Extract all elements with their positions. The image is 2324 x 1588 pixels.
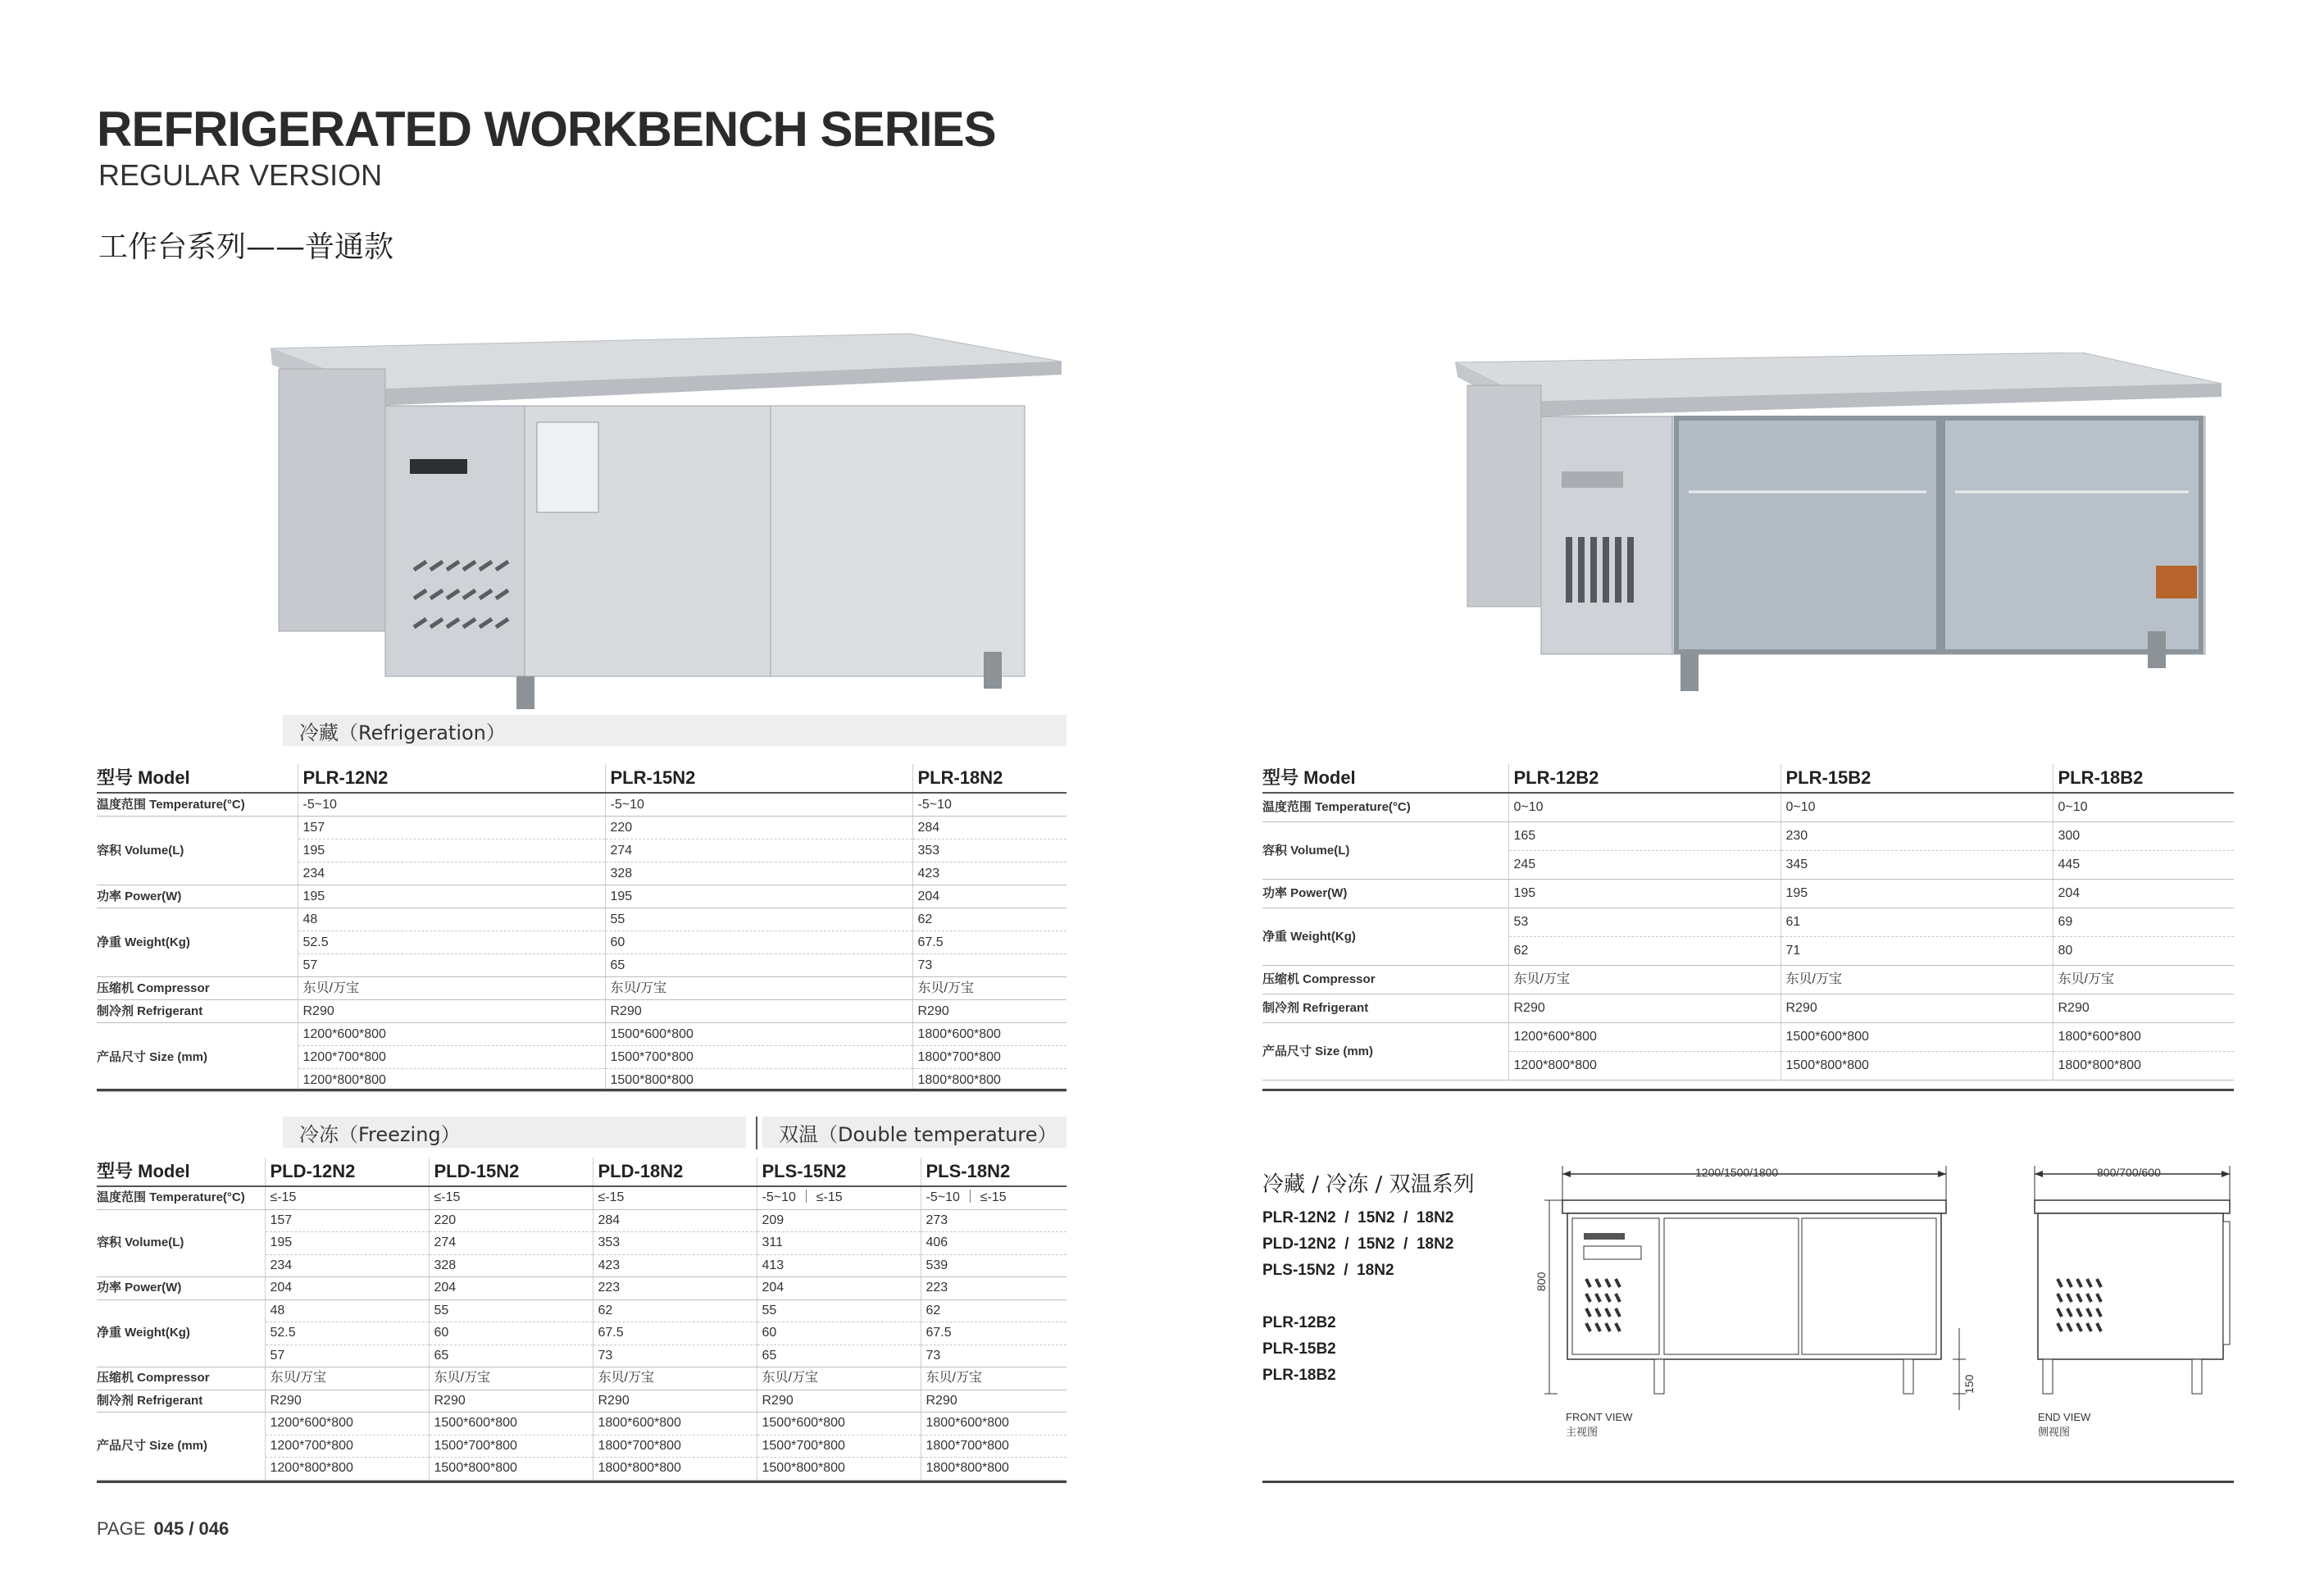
series-b-line-2: PLR-15B2 xyxy=(1262,1340,1336,1358)
model-header-pld-12n2: PLD-12N2 xyxy=(265,1158,429,1186)
spec-row-label: 压缩机 Compressor xyxy=(1262,966,1508,994)
spec-cell: -5~10 ｜ ≤-15 xyxy=(921,1186,1066,1209)
spec-cell: 1800*800*800 xyxy=(912,1069,1066,1092)
model-header-pls-18n2: PLS-18N2 xyxy=(921,1158,1066,1186)
spec-cell: 1500*700*800 xyxy=(757,1435,921,1458)
spec-cell: 204 xyxy=(2053,880,2234,908)
spec-cell: 1800*800*800 xyxy=(921,1458,1066,1481)
refrigeration-band xyxy=(283,715,1066,746)
spec-cell: 204 xyxy=(757,1277,921,1300)
spec-cell: 234 xyxy=(265,1254,429,1277)
spec-cell: 345 xyxy=(1781,851,2053,880)
drawing-section-rule xyxy=(1262,1481,2234,1483)
spec-cell: 1800*700*800 xyxy=(912,1046,1066,1069)
series-title: 冷藏 / 冷冻 / 双温系列 xyxy=(1262,1172,1475,1197)
spec-cell: 223 xyxy=(593,1277,757,1300)
spec-cell: 1800*600*800 xyxy=(912,1023,1066,1046)
spec-cell: 73 xyxy=(912,954,1066,977)
spec-cell: R290 xyxy=(757,1390,921,1413)
model-header-label: 型号 Model xyxy=(97,764,298,793)
spec-cell: 65 xyxy=(757,1345,921,1367)
spec-cell: 65 xyxy=(605,954,912,977)
spec-cell: 48 xyxy=(298,908,605,931)
glass-door-spec-table xyxy=(1262,764,2234,1081)
front-view-label-cn: 主视图 xyxy=(1566,1426,1599,1438)
spec-cell: 71 xyxy=(1781,937,2053,966)
spec-row xyxy=(1262,966,2234,994)
spec-cell: 1200*800*800 xyxy=(265,1458,429,1481)
spec-cell: 284 xyxy=(912,817,1066,840)
solid-door-workbench-photo xyxy=(262,324,1070,713)
spec-cell: 220 xyxy=(605,817,912,840)
spec-cell: R290 xyxy=(921,1390,1066,1413)
spec-cell: 0~10 xyxy=(1781,793,2053,822)
series-b-line-1: PLR-12B2 xyxy=(1262,1314,1336,1331)
page-title: REFRIGERATED WORKBENCH SERIES xyxy=(97,102,996,157)
spec-cell: 东贝/万宝 xyxy=(298,977,605,1000)
spec-cell: 东贝/万宝 xyxy=(2053,966,2234,994)
spec-cell: 234 xyxy=(298,862,605,885)
end-view-label-cn: 侧视图 xyxy=(2038,1426,2071,1438)
spec-cell: 223 xyxy=(921,1277,1066,1300)
spec-cell: 1800*600*800 xyxy=(593,1413,757,1436)
spec-cell: 1200*600*800 xyxy=(1508,1023,1781,1052)
model-header-plr-15b2: PLR-15B2 xyxy=(1781,764,2053,793)
spec-cell: 1500*600*800 xyxy=(429,1413,593,1436)
spec-cell: 80 xyxy=(2053,937,2234,966)
spec-row-label: 净重 Weight(Kg) xyxy=(1262,908,1508,966)
freezing-band-label: 冷冻（Freezing） xyxy=(299,1122,461,1146)
spec-cell: ≤-15 xyxy=(429,1186,593,1209)
spec-cell: 55 xyxy=(757,1299,921,1322)
spec-row-label: 温度范围 Temperature(°C) xyxy=(97,793,298,817)
spec-cell: 67.5 xyxy=(912,931,1066,954)
spec-cell: 55 xyxy=(605,908,912,931)
spec-cell: 1500*700*800 xyxy=(605,1046,912,1069)
spec-cell: -5~10 ｜ ≤-15 xyxy=(757,1186,921,1209)
spec-row-label: 产品尺寸 Size (mm) xyxy=(97,1023,298,1092)
spec-cell: -5~10 xyxy=(912,793,1066,817)
spec-cell: 1200*600*800 xyxy=(298,1023,605,1046)
end-view-label-en: END VIEW xyxy=(2038,1411,2091,1423)
spec-cell: 60 xyxy=(429,1322,593,1345)
spec-row xyxy=(97,1209,1066,1232)
refrigeration-table-rule xyxy=(97,1089,1066,1091)
spec-cell: 195 xyxy=(1508,880,1781,908)
spec-cell: 东贝/万宝 xyxy=(1781,966,2053,994)
spec-cell: 195 xyxy=(1781,880,2053,908)
spec-cell: 48 xyxy=(265,1299,429,1322)
spec-cell: 0~10 xyxy=(2053,793,2234,822)
spec-cell: 1200*700*800 xyxy=(298,1046,605,1069)
spec-cell: 55 xyxy=(429,1299,593,1322)
spec-cell: 1500*800*800 xyxy=(429,1458,593,1481)
model-header-plr-15n2: PLR-15N2 xyxy=(605,764,912,793)
spec-cell: 1200*700*800 xyxy=(265,1435,429,1458)
spec-row-label: 容积 Volume(L) xyxy=(97,1209,265,1277)
spec-cell: 195 xyxy=(298,885,605,908)
spec-cell: 539 xyxy=(921,1254,1066,1277)
spec-cell: 1500*600*800 xyxy=(605,1023,912,1046)
series-line-1: PLR-12N2 / 15N2 / 18N2 xyxy=(1262,1209,1454,1226)
spec-row xyxy=(1262,1023,2234,1052)
model-header-pls-15n2: PLS-15N2 xyxy=(757,1158,921,1186)
spec-cell: 1500*700*800 xyxy=(429,1435,593,1458)
model-header-pld-18n2: PLD-18N2 xyxy=(593,1158,757,1186)
spec-cell: 328 xyxy=(605,862,912,885)
spec-cell: -5~10 xyxy=(605,793,912,817)
spec-cell: 353 xyxy=(593,1232,757,1255)
spec-cell: 1200*800*800 xyxy=(1508,1052,1781,1081)
spec-row xyxy=(97,793,1066,817)
spec-row-label: 压缩机 Compressor xyxy=(97,1367,265,1390)
model-header-label: 型号 Model xyxy=(97,1158,265,1186)
spec-cell: R290 xyxy=(1781,994,2053,1023)
spec-cell: 73 xyxy=(921,1345,1066,1367)
model-header-plr-12n2: PLR-12N2 xyxy=(298,764,605,793)
spec-row xyxy=(97,1000,1066,1023)
spec-cell: 1500*800*800 xyxy=(1781,1052,2053,1081)
spec-cell: 413 xyxy=(757,1254,921,1277)
spec-cell: 353 xyxy=(912,840,1066,862)
spec-cell: R290 xyxy=(593,1390,757,1413)
spec-cell: R290 xyxy=(265,1390,429,1413)
spec-cell: 1500*600*800 xyxy=(757,1413,921,1436)
spec-cell: 195 xyxy=(298,840,605,862)
series-line-2: PLD-12N2 / 15N2 / 18N2 xyxy=(1262,1235,1454,1253)
spec-cell: 67.5 xyxy=(593,1322,757,1345)
spec-cell: R290 xyxy=(912,1000,1066,1023)
spec-cell: ≤-15 xyxy=(593,1186,757,1209)
spec-row xyxy=(97,1277,1066,1300)
page-footer xyxy=(97,1518,229,1540)
leg-height-dimension: 150 xyxy=(1962,1374,1976,1394)
spec-row-label: 功率 Power(W) xyxy=(97,885,298,908)
series-models-b xyxy=(1262,1310,1336,1389)
spec-cell: 1200*800*800 xyxy=(298,1069,605,1092)
spec-cell: 东贝/万宝 xyxy=(265,1367,429,1390)
spec-row-label: 制冷剂 Refrigerant xyxy=(1262,994,1508,1023)
spec-row-label: 产品尺寸 Size (mm) xyxy=(97,1413,265,1481)
spec-row-label: 容积 Volume(L) xyxy=(1262,822,1508,880)
band-divider xyxy=(756,1117,757,1149)
spec-row xyxy=(97,1186,1066,1209)
spec-cell: 东贝/万宝 xyxy=(757,1367,921,1390)
series-line-3: PLS-15N2 / 18N2 xyxy=(1262,1262,1394,1279)
front-width-dimension: 1200/1500/1800 xyxy=(1695,1166,1779,1179)
spec-cell: 423 xyxy=(593,1254,757,1277)
end-depth-dimension: 800/700/600 xyxy=(2097,1166,2161,1179)
spec-cell: 311 xyxy=(757,1232,921,1255)
spec-cell: 0~10 xyxy=(1508,793,1781,822)
spec-cell: R290 xyxy=(1508,994,1781,1023)
spec-row xyxy=(97,1413,1066,1436)
series-b-line-3: PLR-18B2 xyxy=(1262,1367,1336,1384)
spec-cell: 67.5 xyxy=(921,1322,1066,1345)
front-view-drawing xyxy=(1533,1156,1976,1426)
spec-row-label: 容积 Volume(L) xyxy=(97,817,298,885)
spec-cell: 东贝/万宝 xyxy=(1508,966,1781,994)
spec-cell: 69 xyxy=(2053,908,2234,937)
spec-cell: R290 xyxy=(298,1000,605,1023)
front-view-label xyxy=(1566,1410,1632,1440)
spec-row xyxy=(97,1023,1066,1046)
spec-cell: 300 xyxy=(2053,822,2234,851)
spec-cell: 445 xyxy=(2053,851,2234,880)
spec-row-label: 功率 Power(W) xyxy=(1262,880,1508,908)
spec-cell: 230 xyxy=(1781,822,2053,851)
model-header-plr-18b2: PLR-18B2 xyxy=(2053,764,2234,793)
spec-cell: 62 xyxy=(921,1299,1066,1322)
freezing-spec-table xyxy=(97,1158,1066,1481)
spec-row-label: 温度范围 Temperature(°C) xyxy=(1262,793,1508,822)
spec-cell: 1500*600*800 xyxy=(1781,1023,2053,1052)
page-label: PAGE xyxy=(97,1518,146,1539)
refrigeration-band-label: 冷藏（Refrigeration） xyxy=(299,721,506,744)
spec-row xyxy=(97,1367,1066,1390)
spec-cell: 61 xyxy=(1781,908,2053,937)
spec-row-label: 制冷剂 Refrigerant xyxy=(97,1390,265,1413)
spec-row xyxy=(97,885,1066,908)
spec-cell: 209 xyxy=(757,1209,921,1232)
spec-row xyxy=(97,817,1066,840)
spec-cell: 274 xyxy=(605,840,912,862)
spec-cell: 165 xyxy=(1508,822,1781,851)
spec-cell: R290 xyxy=(2053,994,2234,1023)
page-subtitle: REGULAR VERSION xyxy=(98,158,383,192)
spec-cell: 1500*800*800 xyxy=(757,1458,921,1481)
freezing-table-rule xyxy=(97,1481,1066,1483)
model-header-plr-12b2: PLR-12B2 xyxy=(1508,764,1781,793)
series-models-a xyxy=(1262,1205,1453,1284)
spec-row xyxy=(97,1390,1066,1413)
end-view-label xyxy=(2038,1410,2090,1440)
spec-cell: 1200*600*800 xyxy=(265,1413,429,1436)
spec-cell: 62 xyxy=(593,1299,757,1322)
spec-row xyxy=(1262,822,2234,851)
spec-cell: 1800*700*800 xyxy=(921,1435,1066,1458)
spec-row-label: 功率 Power(W) xyxy=(97,1277,265,1300)
spec-row-label: 净重 Weight(Kg) xyxy=(97,908,298,977)
spec-cell: 328 xyxy=(429,1254,593,1277)
spec-cell: 东贝/万宝 xyxy=(605,977,912,1000)
spec-row-label: 制冷剂 Refrigerant xyxy=(97,1000,298,1023)
spec-cell: 423 xyxy=(912,862,1066,885)
spec-row-label: 压缩机 Compressor xyxy=(97,977,298,1000)
spec-cell: 东贝/万宝 xyxy=(912,977,1066,1000)
spec-cell: 1800*600*800 xyxy=(921,1413,1066,1436)
spec-cell: 62 xyxy=(1508,937,1781,966)
spec-cell: 204 xyxy=(429,1277,593,1300)
model-header-label: 型号 Model xyxy=(1262,764,1508,793)
spec-cell: 57 xyxy=(265,1345,429,1367)
spec-cell: 274 xyxy=(429,1232,593,1255)
spec-cell: 195 xyxy=(605,885,912,908)
spec-cell: 157 xyxy=(298,817,605,840)
double-temperature-band-label: 双温（Double temperature） xyxy=(779,1122,1057,1146)
spec-row-label: 净重 Weight(Kg) xyxy=(97,1299,265,1367)
spec-cell: 157 xyxy=(265,1209,429,1232)
spec-cell: 1800*600*800 xyxy=(2053,1023,2234,1052)
spec-cell: 284 xyxy=(593,1209,757,1232)
spec-row xyxy=(97,908,1066,931)
spec-row xyxy=(1262,880,2234,908)
spec-row xyxy=(97,977,1066,1000)
spec-cell: 73 xyxy=(593,1345,757,1367)
spec-cell: 406 xyxy=(921,1232,1066,1255)
spec-cell: 53 xyxy=(1508,908,1781,937)
spec-row xyxy=(1262,908,2234,937)
freezing-band xyxy=(283,1117,746,1148)
spec-cell: 245 xyxy=(1508,851,1781,880)
spec-cell: 220 xyxy=(429,1209,593,1232)
double-temperature-band xyxy=(762,1117,1066,1148)
front-view-label-en: FRONT VIEW xyxy=(1566,1411,1633,1423)
model-header-pld-15n2: PLD-15N2 xyxy=(429,1158,593,1186)
spec-cell: 1800*700*800 xyxy=(593,1435,757,1458)
end-view-drawing xyxy=(2025,1156,2238,1402)
page-numbers: 045 / 046 xyxy=(153,1518,230,1539)
spec-row xyxy=(1262,994,2234,1023)
spec-cell: 1500*800*800 xyxy=(605,1069,912,1092)
glass-door-table-rule xyxy=(1262,1089,2234,1091)
front-height-dimension: 800 xyxy=(1535,1272,1548,1291)
spec-cell: 60 xyxy=(757,1322,921,1345)
spec-cell: 204 xyxy=(265,1277,429,1300)
spec-cell: R290 xyxy=(605,1000,912,1023)
spec-cell: 62 xyxy=(912,908,1066,931)
model-header-plr-18n2: PLR-18N2 xyxy=(912,764,1066,793)
refrigeration-spec-table xyxy=(97,764,1066,1092)
spec-cell: ≤-15 xyxy=(265,1186,429,1209)
spec-cell: 1800*800*800 xyxy=(593,1458,757,1481)
spec-cell: 52.5 xyxy=(298,931,605,954)
spec-cell: 52.5 xyxy=(265,1322,429,1345)
spec-cell: 273 xyxy=(921,1209,1066,1232)
spec-cell: 195 xyxy=(265,1232,429,1255)
glass-door-workbench-photo xyxy=(1451,353,2230,713)
spec-cell: R290 xyxy=(429,1390,593,1413)
spec-cell: 东贝/万宝 xyxy=(593,1367,757,1390)
spec-row-label: 产品尺寸 Size (mm) xyxy=(1262,1023,1508,1081)
spec-row xyxy=(97,1299,1066,1322)
spec-cell: 65 xyxy=(429,1345,593,1367)
spec-cell: 东贝/万宝 xyxy=(429,1367,593,1390)
spec-cell: -5~10 xyxy=(298,793,605,817)
spec-row-label: 温度范围 Temperature(°C) xyxy=(97,1186,265,1209)
spec-cell: 1800*800*800 xyxy=(2053,1052,2234,1081)
spec-cell: 60 xyxy=(605,931,912,954)
spec-cell: 东贝/万宝 xyxy=(921,1367,1066,1390)
spec-cell: 204 xyxy=(912,885,1066,908)
spec-row xyxy=(1262,793,2234,822)
spec-cell: 57 xyxy=(298,954,605,977)
chinese-title: 工作台系列——普通款 xyxy=(98,230,394,264)
